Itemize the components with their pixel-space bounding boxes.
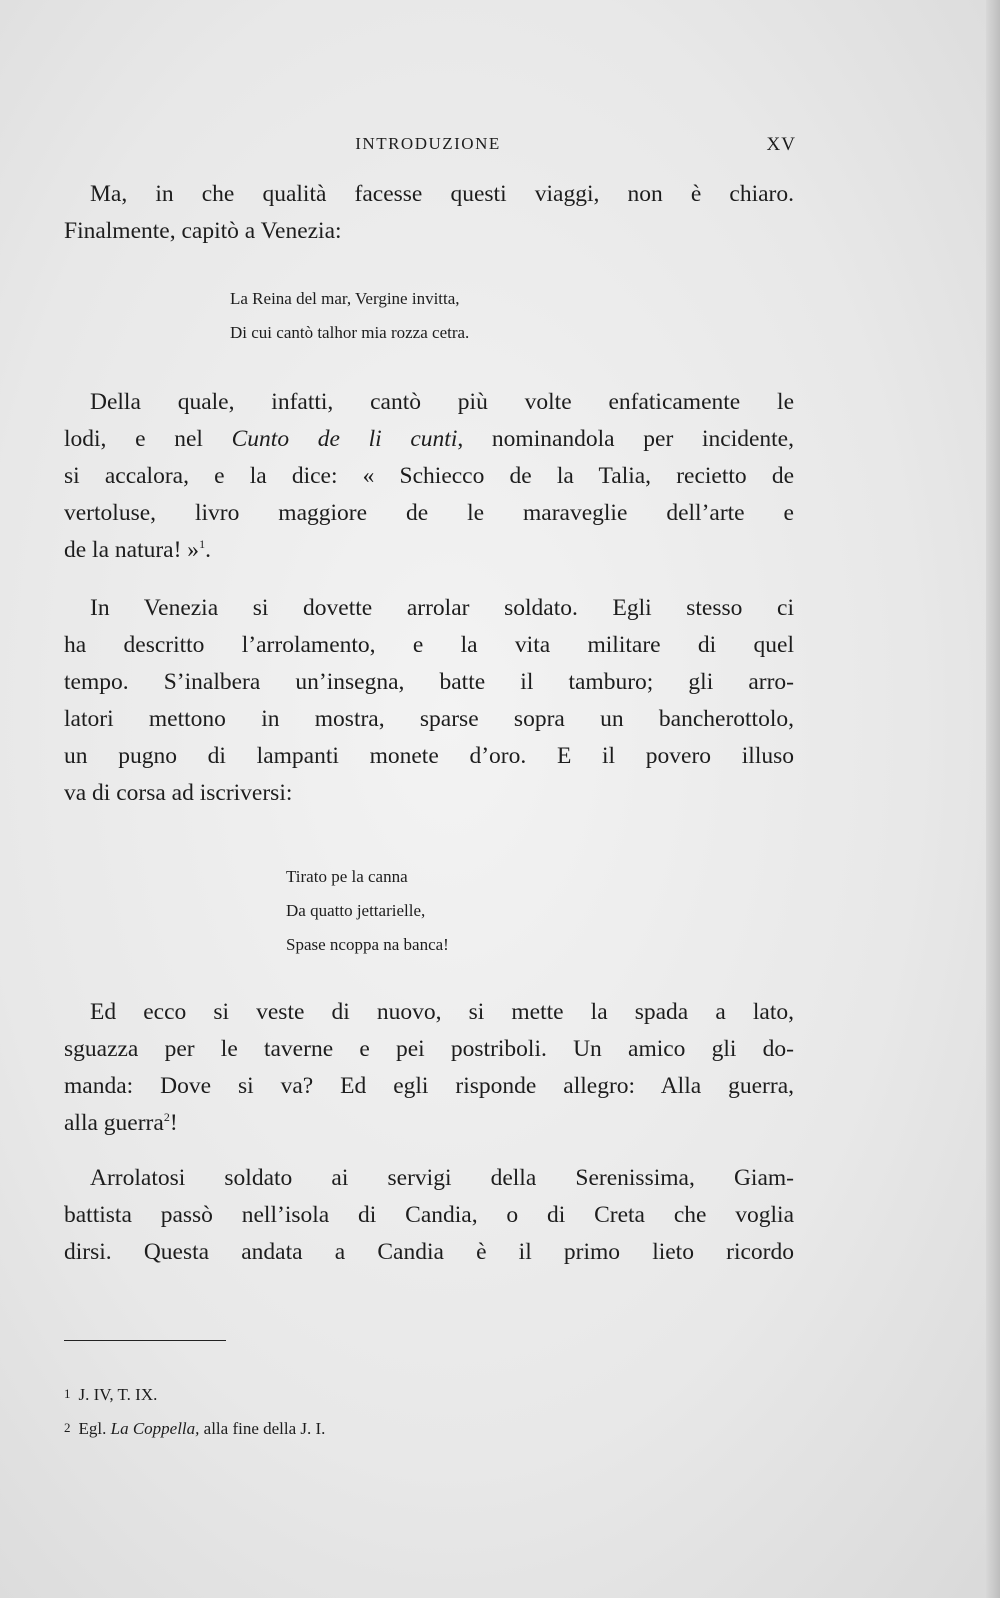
verse-quote-1 [230,282,469,350]
text-line: tempo. S’inalbera un’insegna, batte il tamburo; gli arro- [64,669,794,695]
text-line: In Venezia si dovette arrolar soldato. Egli stesso ci [90,595,794,621]
verse-line: Di cui cantò talhor mia rozza cetra. [230,323,470,342]
footnote-1: $^1$ J. IV, T. IX. [64,1385,158,1404]
verse-line: La Reina del mar, Vergine invitta, [230,289,460,308]
verse-line: Spase ncoppa na banca! [286,935,449,954]
paragraph-4 [64,994,794,1142]
footnote-ref: 2 [163,1110,170,1125]
text-line: lodi, e nel Cunto de li cunti, nominandola per incidente, [64,426,794,452]
text-line: Arrolatosi soldato ai servigi della Serenissima, Giam- [90,1165,794,1191]
text-line: si accalora, e la dice: « Schiecco de la Talia, recietto de [64,463,794,489]
text-line: va di corsa ad iscriversi: [64,780,293,806]
verse-quote-2 [286,860,449,962]
text-line: alla guerra$^2$! [64,1110,178,1136]
paragraph-3 [64,590,794,812]
text-line: battista passò nell’isola di Candia, o di Creta che voglia [64,1202,794,1228]
footnote-rule [64,1340,226,1341]
text-line: manda: Dove si va? Ed egli risponde allegro: Alla guerra, [64,1073,794,1099]
text-line: un pugno di lampanti monete d’oro. E il povero illuso [64,743,794,769]
italic-title: Cunto de li cunti [231,426,458,452]
text-line: sguazza per le taverne e pei postriboli. Un amico gli do- [64,1036,794,1062]
page-header [60,134,796,164]
verse-line: Da quatto jettarielle, [286,901,426,920]
text-line: vertoluse, livro maggiore de le maraveglie dell’arte e [64,500,794,526]
text-line: Ma, in che qualità facesse questi viaggi, non è chiaro. [90,181,794,207]
footnote-2: $^2$ Egl. La Coppella, alla fine della J. I. [64,1419,326,1438]
footnotes [64,1378,325,1446]
text-line: dirsi. Questa andata a Candia è il primo lieto ricordo [64,1239,794,1265]
text-line: latori mettono in mostra, sparse sopra un bancherottolo, [64,706,794,732]
text-line: Della quale, infatti, cantò più volte enfaticamente le [90,389,794,415]
paragraph-2 [64,384,794,569]
page-edge [986,0,1000,1598]
text-line: Finalmente, capitò a Venezia: [64,218,342,244]
running-title: INTRODUZIONE [355,134,501,153]
text-line: de la natura! »$^1$. [64,537,211,563]
footnote-ref: 1 [199,537,206,552]
verse-line: Tirato pe la canna [286,867,408,886]
text-line: ha descritto l’arrolamento, e la vita militare di quel [64,632,794,658]
text-line: Ed ecco si veste di nuovo, si mette la spada a lato, [90,999,794,1025]
page-number: XV [766,134,796,155]
paragraph-1 [64,176,794,250]
paragraph-5 [64,1160,794,1271]
